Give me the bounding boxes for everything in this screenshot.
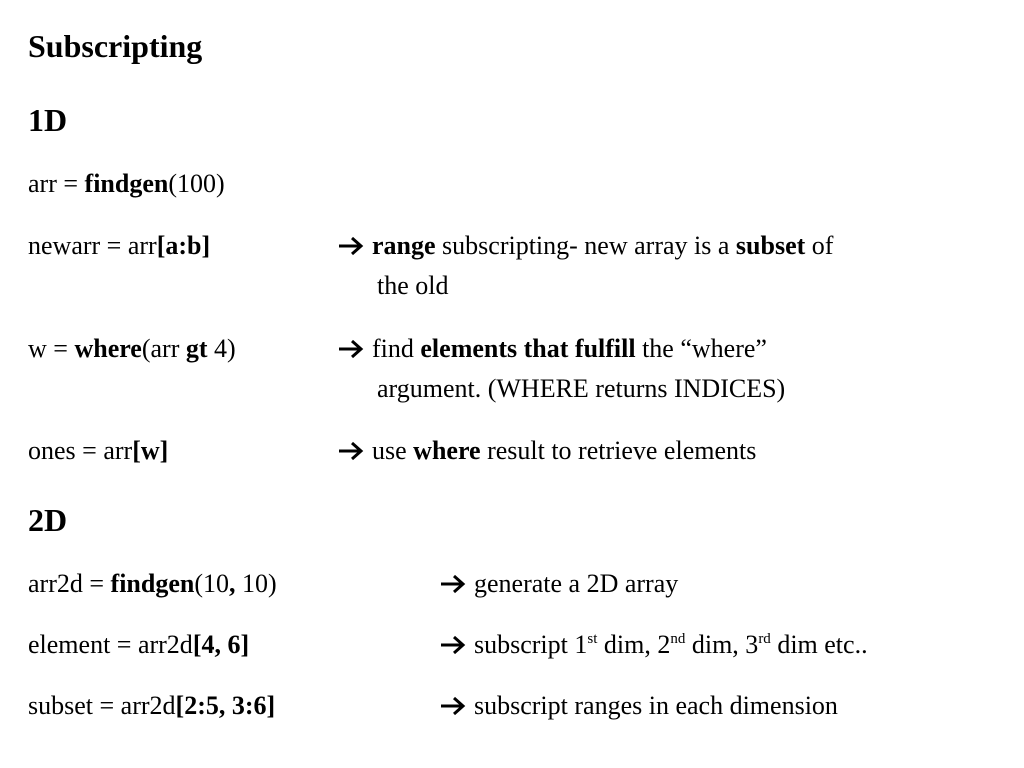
- keyword-range: range: [372, 231, 436, 260]
- code-text: ones = arr: [28, 436, 133, 465]
- code-ones: [28, 435, 168, 467]
- desc-range-subscript: [338, 226, 833, 306]
- right-arrow-icon: [338, 433, 364, 453]
- desc-text: dim, 3: [685, 630, 759, 659]
- function-name: findgen: [110, 569, 195, 598]
- subscript-expression: [2:5, 3:6]: [175, 691, 276, 720]
- subscript-expression: [a:b]: [156, 231, 211, 260]
- subscript-expression: [4, 6]: [192, 630, 250, 659]
- operator-gt: gt: [185, 334, 208, 363]
- code-text: arr =: [28, 169, 85, 198]
- ordinal-suffix: rd: [758, 631, 771, 647]
- desc-findgen-2d: [440, 564, 678, 604]
- code-comma: ,: [229, 569, 236, 598]
- code-findgen-1d: [28, 168, 225, 200]
- desc-text: dim, 2: [597, 630, 671, 659]
- code-text: (10: [194, 569, 230, 598]
- code-text: newarr = arr: [28, 231, 157, 260]
- desc-continuation: argument. (WHERE returns INDICES): [377, 374, 786, 403]
- right-arrow-icon: [440, 566, 466, 586]
- code-subset: [28, 690, 275, 722]
- desc-subset: [440, 686, 838, 726]
- right-arrow-icon: [338, 331, 364, 351]
- code-text: 10): [235, 569, 277, 598]
- desc-text: of: [805, 231, 834, 260]
- function-name: where: [74, 334, 142, 363]
- desc-where: [338, 329, 785, 409]
- section-1d-heading: 1D: [28, 102, 68, 138]
- desc-text: find: [372, 334, 421, 363]
- subscript-expression: [w]: [132, 436, 169, 465]
- code-range-subscript: [28, 230, 210, 262]
- keyword-where: where: [413, 436, 481, 465]
- keyword-elements: elements that fulfill: [420, 334, 636, 363]
- desc-text: result to retrieve elements: [480, 436, 757, 465]
- slide-title: Subscripting: [28, 28, 203, 64]
- desc-text: use: [372, 436, 414, 465]
- ordinal-suffix: nd: [670, 631, 686, 647]
- code-text: (arr: [141, 334, 186, 363]
- desc-text: generate a 2D array: [474, 569, 679, 598]
- right-arrow-icon: [338, 228, 364, 248]
- code-text: (100): [168, 169, 225, 198]
- code-text: arr2d =: [28, 569, 111, 598]
- code-text: 4): [207, 334, 236, 363]
- code-text: w =: [28, 334, 75, 363]
- code-text: subset = arr2d: [28, 691, 176, 720]
- desc-text: dim etc..: [770, 630, 868, 659]
- desc-element: [440, 625, 868, 665]
- keyword-subset: subset: [735, 231, 806, 260]
- code-where: [28, 333, 236, 365]
- function-name: findgen: [84, 169, 169, 198]
- desc-text: subscript ranges in each dimension: [474, 691, 838, 720]
- code-element: [28, 629, 249, 661]
- ordinal-suffix: st: [587, 631, 598, 647]
- desc-text: subscripting- new array is a: [435, 231, 736, 260]
- code-text: element = arr2d: [28, 630, 193, 659]
- desc-continuation: the old: [377, 271, 449, 300]
- desc-text: the “where”: [635, 334, 767, 363]
- desc-text: subscript 1: [474, 630, 588, 659]
- right-arrow-icon: [440, 627, 466, 647]
- right-arrow-icon: [440, 688, 466, 708]
- section-2d-heading: 2D: [28, 502, 68, 538]
- code-findgen-2d: [28, 568, 277, 600]
- desc-ones: [338, 431, 756, 471]
